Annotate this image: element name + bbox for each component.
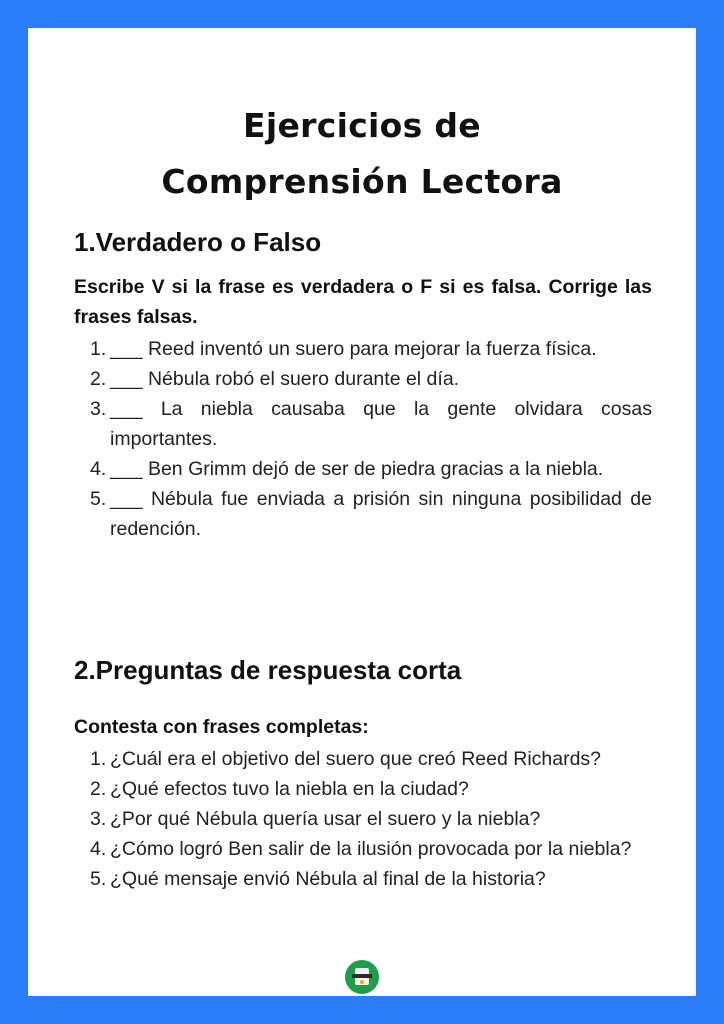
list-item: [74, 454, 652, 484]
item-number: 1.: [90, 748, 107, 770]
item-number: 1.: [90, 338, 107, 360]
list-item: [74, 864, 652, 894]
worksheet-page: [28, 28, 696, 996]
list-item: [74, 834, 652, 864]
list-item: [74, 334, 652, 364]
list-item: [74, 394, 652, 454]
item-number: 3.: [90, 398, 107, 420]
page-title: [28, 98, 696, 210]
item-text: ¿Por qué Nébula quería usar el suero y la niebla?: [110, 808, 541, 830]
list-item: [74, 364, 652, 394]
item-text: ¿Qué efectos tuvo la niebla en la ciudad?: [110, 778, 469, 800]
item-number: 4.: [90, 458, 107, 480]
item-text: ¿Qué mensaje envió Nébula al final de la historia?: [110, 868, 546, 890]
section-2-instruction: Contesta con frases completas:: [74, 716, 369, 738]
list-item: [74, 744, 652, 774]
item-text: ___ La niebla causaba que la gente olvidara cosas importantes.: [110, 398, 652, 450]
section-1-heading: 1.Verdadero o Falso: [74, 227, 322, 257]
short-answer-list: [74, 744, 652, 894]
list-item: [74, 804, 652, 834]
item-text: ___ Nébula robó el suero durante el día.: [110, 368, 460, 390]
title-line-2: Comprensión Lectora: [161, 162, 563, 201]
item-number: 2.: [90, 778, 107, 800]
title-line-1: Ejercicios de: [243, 106, 481, 145]
list-item: [74, 774, 652, 804]
item-number: 2.: [90, 368, 107, 390]
item-text: ___ Ben Grimm dejó de ser de piedra gracias a la niebla.: [110, 458, 604, 480]
item-text: ___ Reed inventó un suero para mejorar la fuerza física.: [110, 338, 597, 360]
item-number: 3.: [90, 808, 107, 830]
section-2-heading: 2.Preguntas de respuesta corta: [74, 655, 462, 685]
teacher-logo-icon: [345, 960, 379, 994]
section-1-instruction: Escribe V si la frase es verdadera o F si es falsa. Corrige las frases falsas.: [74, 276, 652, 328]
item-number: 5.: [90, 868, 107, 890]
item-number: 4.: [90, 838, 107, 860]
list-item: [74, 484, 652, 544]
item-text: ___ Nébula fue enviada a prisión sin ninguna posibilidad de redención.: [110, 488, 652, 540]
true-false-list: [74, 334, 652, 544]
item-text: ¿Cómo logró Ben salir de la ilusión provocada por la niebla?: [110, 838, 632, 860]
item-text: ¿Cuál era el objetivo del suero que creó Reed Richards?: [110, 748, 602, 770]
item-number: 5.: [90, 488, 107, 510]
